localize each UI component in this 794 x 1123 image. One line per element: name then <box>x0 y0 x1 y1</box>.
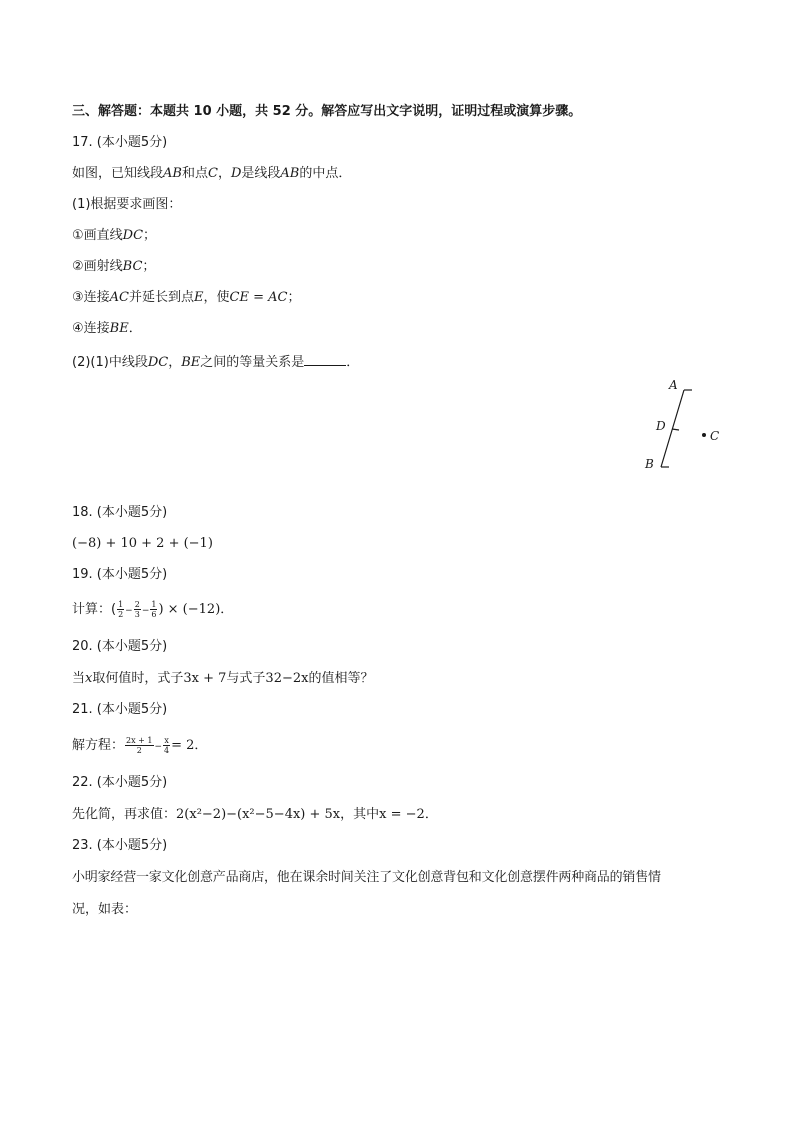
point-c <box>702 433 706 437</box>
step3-text: ③连接 <box>72 290 110 305</box>
math-D: D <box>230 166 242 181</box>
q19-label: 计算：( <box>72 602 117 617</box>
q19-header: 19. (本小题5分) <box>72 567 168 582</box>
expr-3x-plus-7: 3x + 7 <box>183 671 227 686</box>
fraction-2-3: $\frac{2}{3}$ <box>134 600 140 619</box>
q21-header: 21. (本小题5分) <box>72 702 168 717</box>
q17-step2 <box>72 258 155 276</box>
math-BE: BE <box>109 321 129 336</box>
q20-t3: 与式子 <box>226 671 266 686</box>
section-heading: 三、解答题：本题共 10 小题，共 52 分。解答应写出文字说明，证明过程或演算步骤。 <box>72 104 582 119</box>
q23-header: 23. (本小题5分) <box>72 838 168 853</box>
q17-part2 <box>72 353 359 372</box>
q22-header: 22. (本小题5分) <box>72 775 168 790</box>
q20-header: 20. (本小题5分) <box>72 639 168 654</box>
q17-step3 <box>72 289 300 307</box>
q21-label: 解方程： <box>72 738 125 753</box>
step2-end: ； <box>142 259 156 274</box>
step1-end: ； <box>143 228 157 243</box>
math-AC: AC <box>109 290 129 305</box>
fraction-1-6: $\frac{1}{6}$ <box>151 600 157 619</box>
math-x: x <box>85 671 93 686</box>
step4-end: ． <box>128 321 142 336</box>
q17-step4 <box>72 320 142 338</box>
math-DC-2: DC <box>147 355 169 370</box>
q20-t4: 的值相等？ <box>308 671 374 686</box>
fraction-1-2: $\frac{1}{2}$ <box>118 600 124 619</box>
q20-question <box>72 670 373 688</box>
q17-intro-e: 的中点． <box>299 166 352 181</box>
answer-blank[interactable] <box>304 353 346 366</box>
step4-text: ④连接 <box>72 321 110 336</box>
math-C: C <box>207 166 218 181</box>
q17-header: 17. (本小题5分) <box>72 135 168 150</box>
step2-text: ②画射线 <box>72 259 123 274</box>
step1-text: ①画直线 <box>72 228 123 243</box>
label-d: D <box>656 419 666 433</box>
q22-condition: x = −2 <box>379 807 425 822</box>
label-a: A <box>669 378 678 392</box>
math-CE-eq-AC: CE = AC <box>229 290 288 305</box>
minus-sign-2: − <box>141 606 150 616</box>
math-BE-2: BE <box>181 355 201 370</box>
part2-text: (2)(1)中线段 <box>72 355 148 370</box>
q17-intro-a: 如图，已知线段 <box>72 166 164 181</box>
q17-step1 <box>72 227 156 245</box>
q22-end: ． <box>424 807 438 822</box>
q21-tail: = 2． <box>171 738 208 753</box>
fraction-2x1-2: $\frac{2x + 1}{2}$ <box>126 736 153 755</box>
math-AB: AB <box>163 166 182 181</box>
q22-expression: 2(x²−2)−(x²−5−4x) + 5x <box>176 807 341 822</box>
step3-mid2: ，使 <box>203 290 230 305</box>
segment-figure <box>640 375 730 475</box>
minus-sign: − <box>125 606 133 616</box>
minus-sign-3: − <box>154 742 163 752</box>
label-b: B <box>645 457 654 471</box>
tick-d <box>672 429 679 430</box>
part2-comma: ， <box>168 355 182 370</box>
math-DC: DC <box>122 228 144 243</box>
q22-label: 先化简，再求值： <box>72 807 177 822</box>
math-AB-2: AB <box>280 166 300 181</box>
part2-text2: 之间的等量关系是 <box>200 355 305 370</box>
step3-end: ； <box>287 290 301 305</box>
fraction-x-4: $\frac{x}{4}$ <box>164 736 170 755</box>
q17-intro-b: 和点 <box>181 166 208 181</box>
q21-equation <box>72 736 207 756</box>
part2-end: ． <box>346 355 360 370</box>
q22-mid: ，其中 <box>340 807 380 822</box>
expr-32-minus-2x: 32−2x <box>265 671 309 686</box>
math-BC: BC <box>122 259 143 274</box>
q19-tail: ) × (−12)． <box>158 602 234 617</box>
q23-text-line2: 况，如表： <box>72 902 138 917</box>
q20-t2: 取何值时，式子 <box>92 671 184 686</box>
q17-intro-d: 是线段 <box>241 166 281 181</box>
q18-expression: (−8) + 10 + 2 + (−1) <box>72 536 213 551</box>
q22-question <box>72 806 438 824</box>
q18-header: 18. (本小题5分) <box>72 505 168 520</box>
q17-intro <box>72 165 351 183</box>
q19-expression <box>72 600 233 620</box>
q17-part1: (1)根据要求画图： <box>72 197 182 212</box>
math-E: E <box>194 290 204 305</box>
step3-mid: 并延长到点 <box>129 290 195 305</box>
q17-intro-c: ， <box>217 166 231 181</box>
label-c: C <box>710 429 720 443</box>
q23-text-line1: 小明家经营一家文化创意产品商店，他在课余时间关注了文化创意背包和文化创意摆件两种商品的销售情 <box>72 870 661 885</box>
q20-t1: 当 <box>72 671 86 686</box>
